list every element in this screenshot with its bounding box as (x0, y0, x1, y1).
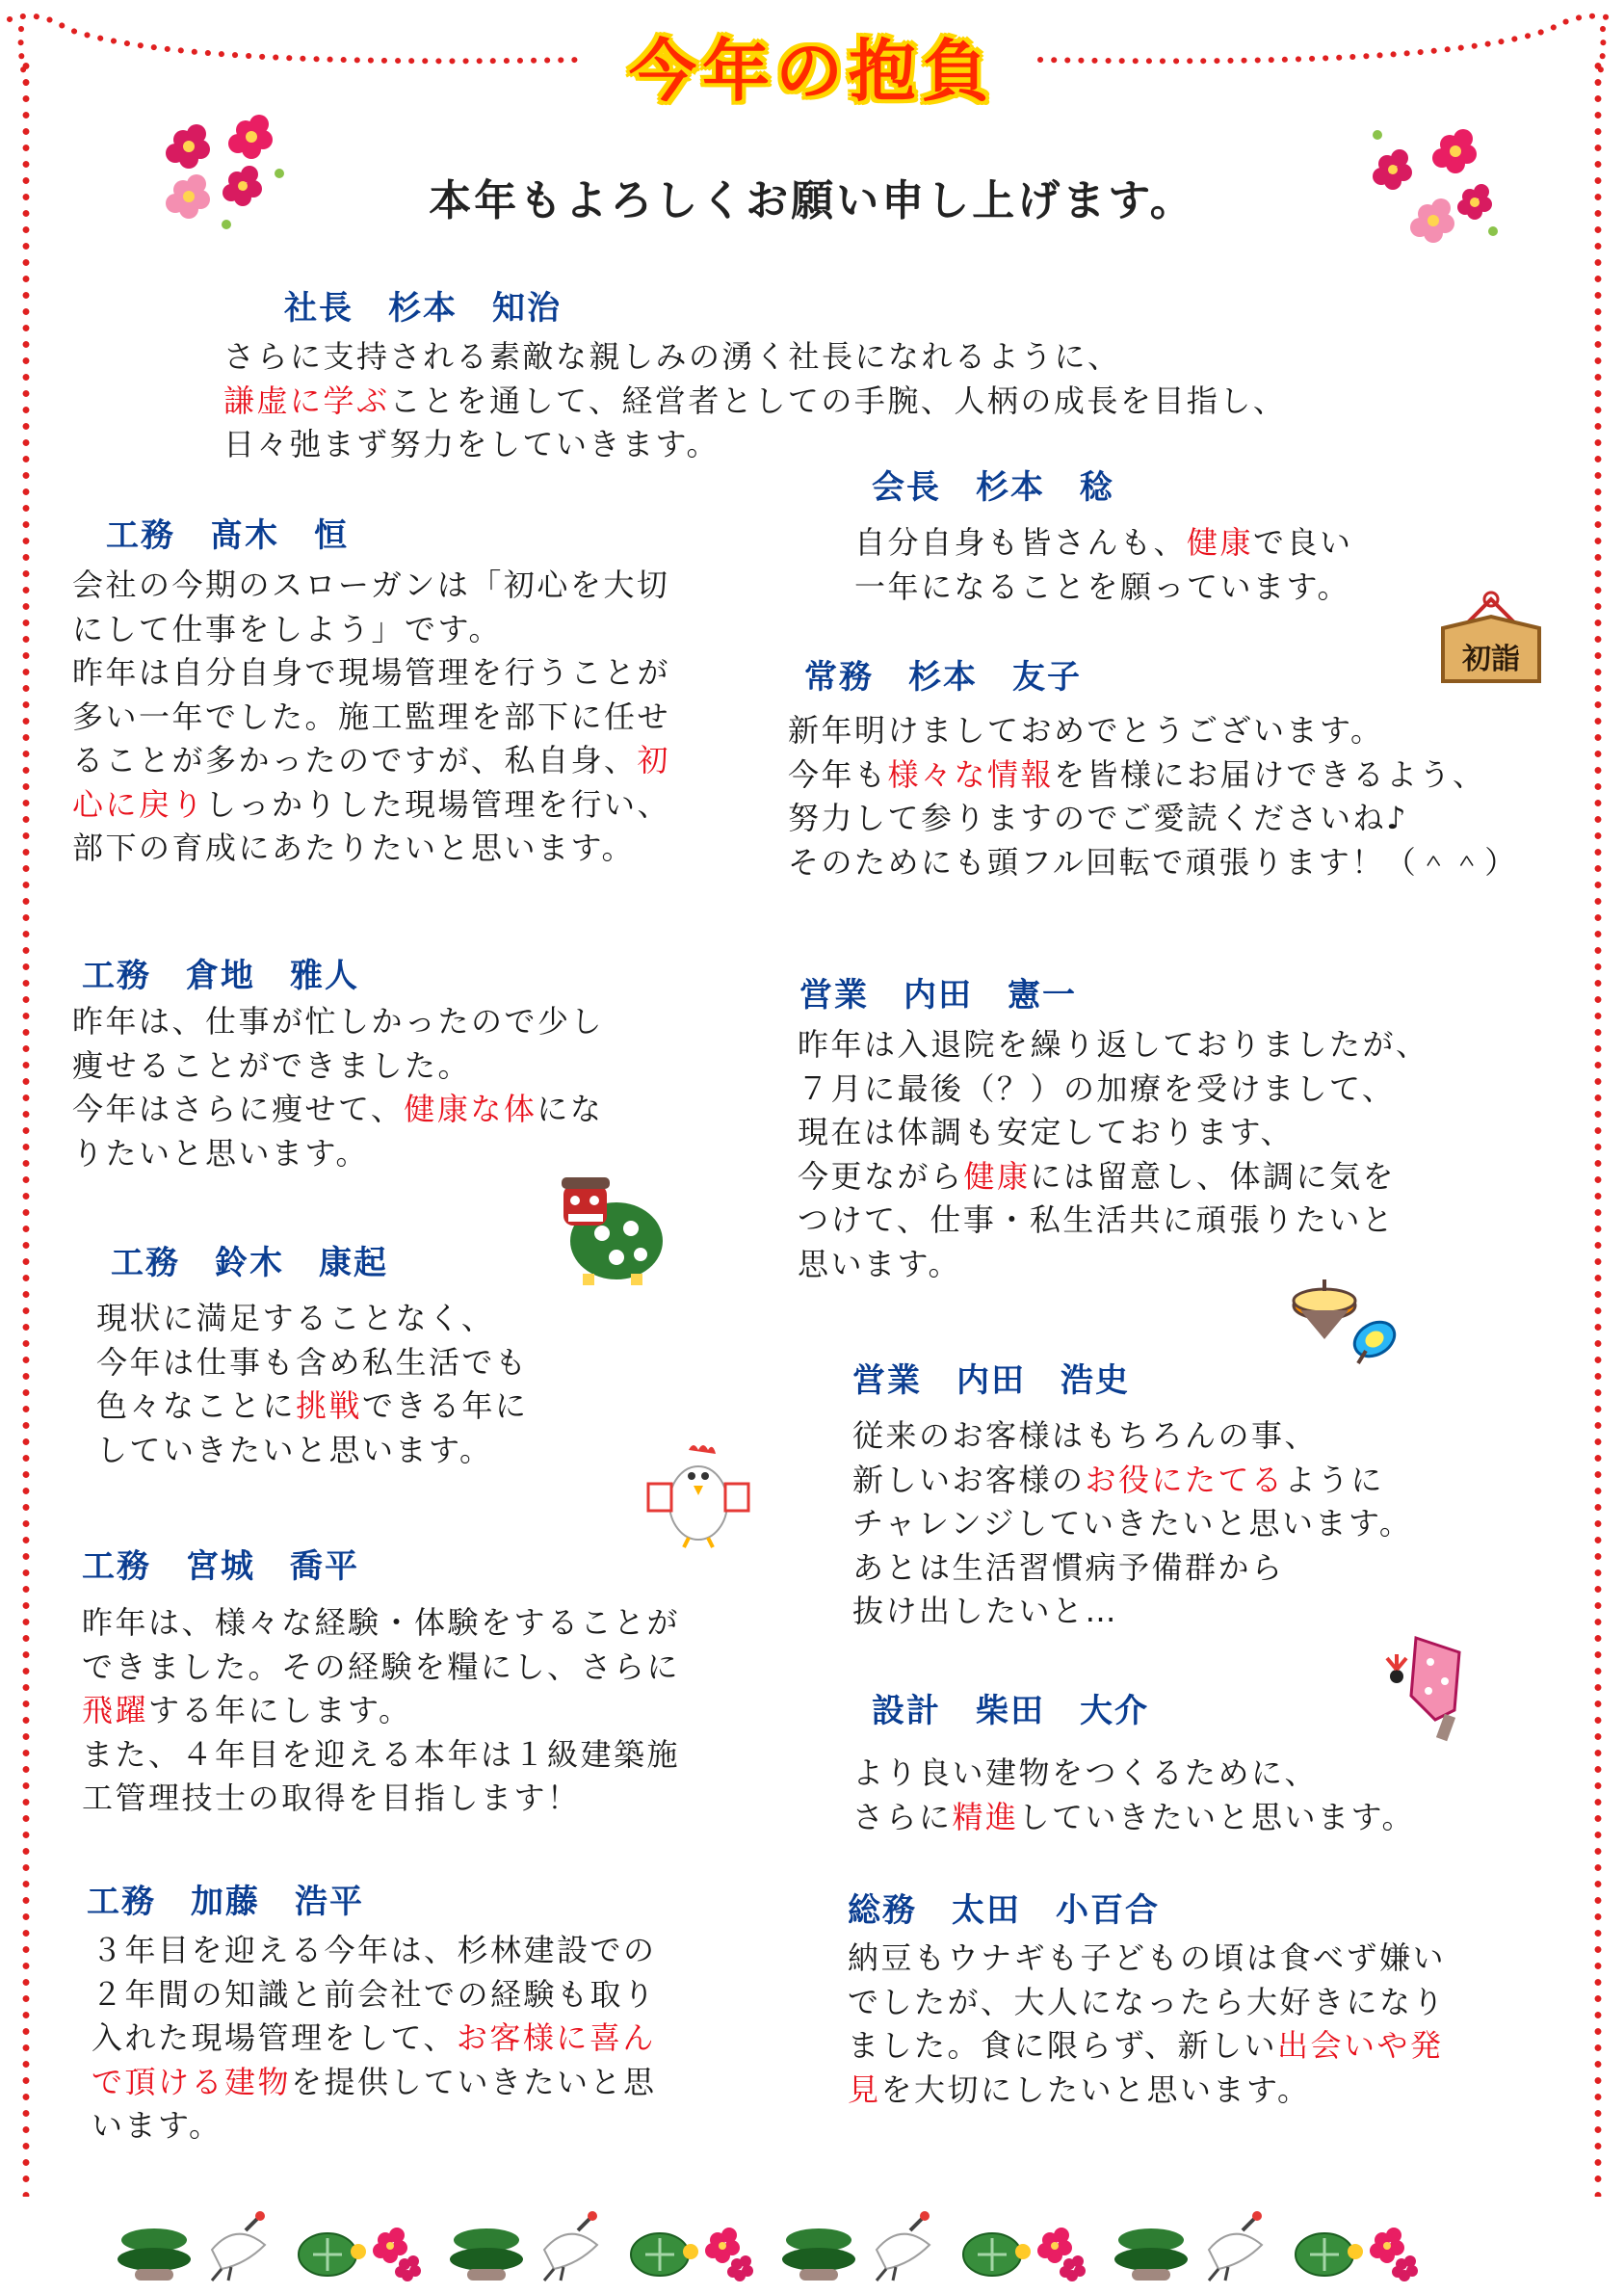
message-line (92, 2104, 657, 2149)
message-text: 昨年は自分自身で現場管理を行うことが (72, 654, 671, 691)
message-text: しっかりした現場管理を行い、 (205, 785, 671, 823)
page-title: 今年の抱負 (629, 32, 995, 111)
message-kaicho (854, 521, 1353, 609)
message-jomu (788, 709, 1518, 884)
message-line (852, 1796, 1415, 1840)
highlight-text: 出会いや発 (1276, 2027, 1444, 2064)
message-text: 一年になることを願っています。 (854, 567, 1350, 605)
message-text: する年にします。 (148, 1692, 412, 1728)
message-line (82, 1777, 680, 1821)
message-suzuki (96, 1297, 529, 1472)
message-text: ３年目を迎える今年は、杉林建設での (92, 1932, 657, 1968)
message-text: 現状に満足することなく、 (96, 1300, 495, 1336)
right-dotted-border (1591, 58, 1605, 2197)
message-uchida-h (852, 1414, 1412, 1634)
highlight-text: お客様に喜ん (456, 2019, 656, 2056)
message-line (72, 783, 670, 828)
message-ota (848, 1937, 1446, 2112)
message-text: さらに支持される素敵な親しみの湧く社長になれるように、 (223, 338, 1121, 375)
message-text: 現在は体調も安定しております、 (798, 1114, 1294, 1150)
message-line (223, 423, 1286, 467)
message-text: には留意し、体調に気を (1030, 1157, 1397, 1195)
name-suzuki: 工務 鈴木 康起 (111, 1244, 388, 1282)
message-line (72, 1132, 604, 1176)
message-text: います。 (92, 2107, 223, 2144)
greeting: 本年もよろしくお願い申し上げます。 (429, 176, 1195, 225)
message-line (798, 1023, 1429, 1068)
highlight-text: 飛躍 (82, 1692, 149, 1728)
message-kato (92, 1929, 657, 2149)
shishimai-icon (544, 1166, 669, 1291)
message-text: 入れた現場管理をして、 (92, 2019, 457, 2056)
message-line (96, 1297, 529, 1341)
message-text: 新年明けましておめでとうございます。 (788, 712, 1384, 749)
message-line (82, 1689, 680, 1733)
message-line (798, 1155, 1429, 1200)
message-text: を提供していきたいと思 (291, 2063, 657, 2100)
hagoita-icon (1373, 1628, 1479, 1744)
message-line (96, 1384, 529, 1429)
message-line (92, 1929, 657, 1973)
message-line (82, 1733, 680, 1778)
message-line (72, 1088, 604, 1132)
message-text: 日々弛まず努力をしていきます。 (223, 426, 720, 462)
message-line (854, 521, 1353, 566)
bottom-border-pattern (116, 2211, 1503, 2288)
highlight-text: 謙虚に学ぶ (223, 382, 390, 419)
message-text: 納豆もウナギも子どもの頃は食べず嫌い (848, 1939, 1447, 1976)
message-kurachi (72, 1000, 604, 1175)
highlight-text: 健康な体 (404, 1091, 537, 1127)
message-line (788, 797, 1518, 841)
message-line (72, 739, 670, 783)
message-text: にな (537, 1091, 604, 1127)
name-jomu: 常務 杉本 友子 (804, 658, 1082, 697)
highlight-text: 初 (637, 742, 671, 778)
message-text: 今更ながら (798, 1157, 964, 1195)
message-shacho (223, 335, 1286, 467)
plum-blossom-icon (1358, 125, 1503, 250)
highlight-text: 挑戦 (296, 1387, 363, 1424)
message-text: 痩せることができました。 (72, 1046, 472, 1084)
message-line (72, 827, 670, 871)
message-text: ７月に最後（？）の加療を受けまして、 (798, 1069, 1396, 1107)
message-text: 思います。 (798, 1245, 961, 1282)
message-line (788, 841, 1518, 885)
message-text: また、４年目を迎える本年は１級建築施 (82, 1735, 681, 1773)
message-line (798, 1243, 1429, 1287)
ema-plaque-icon (1433, 590, 1549, 696)
message-line (92, 2017, 657, 2061)
name-uchida-h: 営業 内田 浩史 (852, 1361, 1130, 1400)
message-line (72, 651, 670, 696)
message-text: 努力して参りますのでご愛読くださいね♪ (788, 800, 1408, 836)
message-text: にして仕事をしよう」です。 (72, 610, 502, 647)
highlight-text: で頂ける建物 (92, 2063, 292, 2100)
highlight-text: 心に戻り (72, 785, 206, 823)
message-text: ました。食に限らず、新しい (848, 2027, 1277, 2064)
message-text: さらに (852, 1798, 953, 1835)
left-dotted-border (19, 58, 33, 2197)
message-text: ２年間の知識と前会社での経験も取り (92, 1975, 657, 2013)
message-line (848, 1937, 1446, 1981)
message-text: より良い建物をつくるために、 (852, 1754, 1319, 1791)
message-text: 自分自身も皆さんも、 (854, 524, 1188, 561)
message-line (82, 1646, 680, 1690)
message-text: を皆様にお届けできるよう、 (1054, 755, 1486, 793)
message-text: で良い (1253, 524, 1353, 561)
message-line (798, 1068, 1429, 1112)
message-text: 色々なことに (96, 1387, 297, 1424)
message-line (852, 1590, 1412, 1634)
message-text: できました。その経験を糧にし、さらに (82, 1648, 681, 1685)
message-text: 今年も (788, 755, 888, 793)
message-text: りたいと思います。 (72, 1134, 369, 1172)
name-kaicho: 会長 杉本 稔 (872, 468, 1114, 507)
message-text: ように (1284, 1461, 1385, 1498)
name-kato: 工務 加藤 浩平 (87, 1883, 364, 1921)
message-line (96, 1429, 529, 1473)
plum-blossom-icon (154, 111, 299, 236)
message-text: 今年はさらに痩せて、 (72, 1091, 405, 1127)
message-line (223, 335, 1286, 380)
message-line (72, 564, 670, 608)
highlight-text: お役にたてる (1085, 1461, 1285, 1498)
message-text: つけて、仕事・私生活共に頑張りたいと (798, 1201, 1396, 1238)
message-text: そのためにも頭フル回転で頑張ります！（＾＾） (788, 843, 1518, 881)
name-kurachi: 工務 倉地 雅人 (82, 957, 359, 995)
highlight-text: 精進 (952, 1798, 1019, 1835)
message-line (848, 2024, 1446, 2069)
message-line (848, 1981, 1446, 2025)
ema-label: 初詣 (1462, 643, 1520, 676)
rooster-icon (641, 1436, 756, 1551)
message-text: 従来のお客様はもちろんの事、 (852, 1417, 1319, 1454)
message-line (788, 753, 1518, 798)
highlight-text: 健康 (963, 1157, 1031, 1195)
message-takagi (72, 564, 670, 871)
message-line (848, 2069, 1446, 2113)
message-uchida-k (798, 1023, 1429, 1286)
name-miyagi: 工務 宮城 喬平 (82, 1547, 359, 1586)
message-line (852, 1546, 1412, 1591)
message-line (72, 1044, 604, 1089)
message-miyagi (82, 1601, 680, 1821)
message-text: 抜け出したいと… (852, 1593, 1119, 1629)
message-text: 工管理技士の取得を目指します！ (82, 1780, 581, 1816)
message-text: ことを通して、経営者としての手腕、人柄の成長を目指し、 (389, 382, 1287, 419)
name-ota: 総務 太田 小百合 (848, 1891, 1160, 1930)
message-line (852, 1752, 1415, 1796)
message-text: 多い一年でした。施工監理を部下に任せ (72, 698, 671, 735)
message-line (852, 1502, 1412, 1546)
message-text: 部下の育成にあたりたいと思います。 (72, 830, 635, 866)
message-text: 会社の今期のスローガンは「初心を大切 (72, 567, 670, 603)
highlight-text: 健康 (1187, 524, 1254, 561)
message-text: していきたいと思います。 (1018, 1798, 1415, 1835)
message-line (82, 1601, 680, 1646)
highlight-text: 様々な情報 (887, 755, 1055, 793)
message-text: 昨年は、様々な経験・体験をすることが (82, 1604, 681, 1641)
message-text: を大切にしたいと思います。 (880, 2070, 1311, 2108)
message-line (72, 608, 670, 652)
message-line (788, 709, 1518, 753)
message-line (852, 1459, 1412, 1503)
message-text: 昨年は入退院を繰り返しておりましたが、 (798, 1026, 1429, 1063)
message-text: チャレンジしていきたいと思います。 (852, 1505, 1413, 1542)
name-takagi: 工務 髙木 恒 (106, 516, 349, 555)
message-line (96, 1341, 529, 1385)
message-line (92, 2061, 657, 2105)
message-line (223, 380, 1286, 424)
name-uchida-k: 営業 内田 憲一 (799, 976, 1077, 1015)
message-line (798, 1199, 1429, 1243)
name-shibata: 設計 柴田 大介 (872, 1692, 1149, 1730)
message-line (798, 1111, 1429, 1155)
message-text: 今年は仕事も含め私生活でも (96, 1343, 529, 1381)
message-text: できる年に (362, 1387, 529, 1424)
message-text: あとは生活習慣病予備群から (852, 1548, 1285, 1586)
message-line (72, 1000, 604, 1044)
message-text: ることが多かったのですが、私自身、 (72, 742, 638, 778)
spinning-top-icon (1281, 1272, 1406, 1378)
message-text: でしたが、大人になったら大好きになり (848, 1983, 1447, 2020)
highlight-text: 見 (848, 2070, 881, 2108)
message-line (72, 696, 670, 740)
message-text: 昨年は、仕事が忙しかったので少し (72, 1003, 605, 1040)
message-line (92, 1973, 657, 2017)
message-shibata (852, 1752, 1415, 1839)
name-shacho: 社長 杉本 知治 (284, 289, 562, 328)
message-line (852, 1414, 1412, 1459)
message-text: していきたいと思います。 (96, 1431, 493, 1468)
message-line (854, 566, 1353, 610)
message-text: 新しいお客様の (852, 1461, 1086, 1498)
